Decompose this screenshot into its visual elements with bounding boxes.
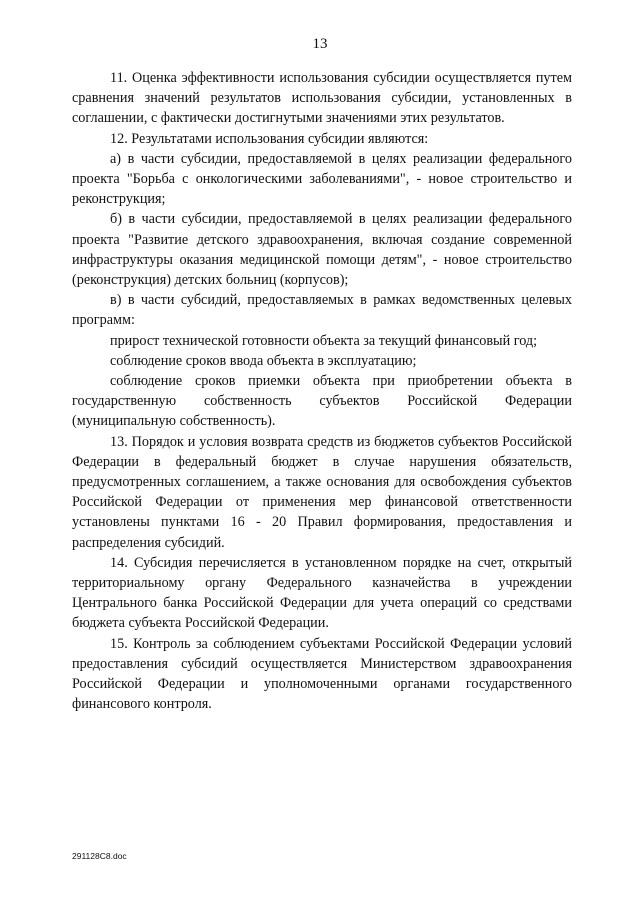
paragraph-acceptance: соблюдение сроков приемки объекта при приобретении объекта в государственную собственность субъектов Российской Федерации (муниципальную собственность).: [72, 373, 572, 430]
paragraph-12b: б) в части субсидии, предоставляемой в целях реализации федерального проекта "Развитие детского здравоохранения, включая создание современной инфраструктуры оказания медицинской помощи детям", - новое строительство (реконструкция) детских больниц (корпусов);: [72, 211, 572, 289]
paragraph-commissioning: соблюдение сроков ввода объекта в эксплуатацию;: [110, 352, 417, 369]
paragraph-15: 15. Контроль за соблюдением субъектами Российской Федерации условий предоставления субсидий осуществляется Министерством здравоохранения Российской Федерации и уполномоченными органами государственного финансового контроля.: [72, 635, 572, 713]
paragraph-14: 14. Субсидия перечисляется в установленном порядке на счет, открытый территориальному органу Федерального казначейства в учреждении Центрального банка Российской Федерации для учета операций со средствами бюджета субъекта Российской Федерации.: [72, 554, 572, 632]
paragraph-readiness: прирост технической готовности объекта за текущий финансовый год;: [110, 332, 538, 349]
paragraph-13: 13. Порядок и условия возврата средств из бюджетов субъектов Российской Федерации в федеральный бюджет в случае нарушения обязательств, предусмотренных соглашением, а также основания для освобождения субъектов Российской Федерации от применения мер финансовой ответственности установлены пунктами 16 - 20 Правил формирования, предоставления и распределения субсидий.: [72, 433, 572, 551]
footer-filename: 291128C8.doc: [72, 851, 127, 861]
paragraph-12a: а) в части субсидии, предоставляемой в целях реализации федерального проекта "Борьба с онкологическими заболеваниями", - новое строительство и реконструкция;: [72, 150, 572, 208]
paragraph-12: 12. Результатами использования субсидии являются:: [110, 130, 429, 147]
paragraph-12v: в) в части субсидий, предоставляемых в рамках ведомственных целевых программ:: [72, 292, 572, 329]
document-body: [72, 68, 572, 715]
page-number: 13: [312, 36, 328, 52]
paragraph-11: 11. Оценка эффективности использования субсидии осуществляется путем сравнения значений результатов использования субсидии, установленных в соглашении, с фактически достигнутыми значениями этих результатов.: [72, 70, 572, 127]
